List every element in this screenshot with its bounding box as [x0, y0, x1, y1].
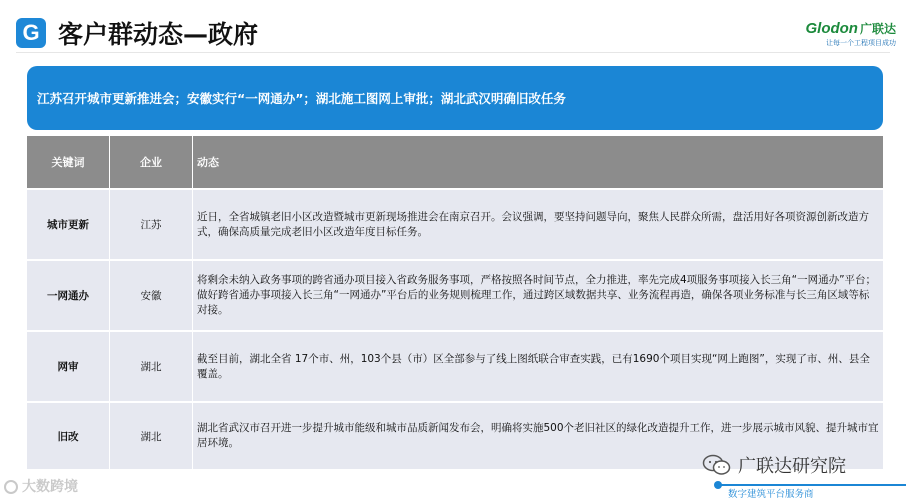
row-company: 安徽 [110, 260, 193, 331]
header-divider [16, 52, 890, 53]
footer-tagline: 数字建筑平台服务商 [728, 489, 814, 500]
row-dynamic: 近日，全省城镇老旧小区改造暨城市更新现场推进会在南京召开。会议强调，要坚持问题导向，聚焦人民群众所需，盘活用好各项资源创新改造方式，确保高质量完成老旧小区改造年度目标任务。 [193, 189, 884, 260]
header-keyword: 关键词 [27, 136, 110, 189]
row-dynamic: 截至目前，湖北全省 17个市、州，103个县（市）区全部参与了线上图纸联合审查实践，已有1690个项目实现“网上跑图”，实现了市、州、县全覆盖。 [193, 331, 884, 402]
wechat-account-name: 广联达研究院 [738, 456, 846, 477]
table-row [27, 260, 883, 331]
header-company: 企业 [110, 136, 193, 189]
brand-logo-icon: G [16, 18, 46, 48]
brand-slogan: 让每一个工程项目成功 [826, 39, 896, 47]
row-dynamic: 将剩余未纳入政务事项的跨省通办项目接入省政务服务事项，严格按照各时间节点，全力推进，率先完成4项服务事项接入长三角“一网通办”平台；做好跨省通办事项接入长三角“一网通办”平台后的业务规则梳理工作，通过跨区域数据共享、业务流程再造，确保各项业务标准与长三角区域等标对接。 [193, 260, 884, 331]
wechat-account [702, 452, 846, 478]
dynamics-table [27, 136, 883, 469]
row-company: 湖北 [110, 331, 193, 402]
row-keyword: 城市更新 [27, 189, 110, 260]
banner-text: 江苏召开城市更新推进会；安徽实行“一网通办”；湖北施工图网上审批；湖北武汉明确旧改任务 [37, 91, 566, 106]
wechat-icon [702, 454, 732, 476]
table-header-row [27, 136, 883, 189]
watermark: 大数跨境 [4, 476, 78, 496]
row-keyword: 一网通办 [27, 260, 110, 331]
table-row [27, 189, 883, 260]
watermark-ring-icon [4, 480, 18, 494]
glodon-brand-logo [786, 20, 896, 56]
table-row [27, 331, 883, 402]
page-title: 客户群动态—政府 [58, 20, 259, 49]
brand-name: Glodon 广联达 [805, 20, 896, 37]
row-company: 湖北 [110, 402, 193, 469]
summary-banner [27, 66, 883, 130]
row-keyword: 网审 [27, 331, 110, 402]
row-keyword: 旧改 [27, 402, 110, 469]
header-dynamic: 动态 [193, 136, 884, 189]
row-company: 江苏 [110, 189, 193, 260]
row-dynamic: 湖北省武汉市召开进一步提升城市能级和城市品质新闻发布会，明确将实施500个老旧社区的绿化改造提升工作，进一步展示城市风貌、提升城市宜居环境。 [193, 402, 884, 469]
